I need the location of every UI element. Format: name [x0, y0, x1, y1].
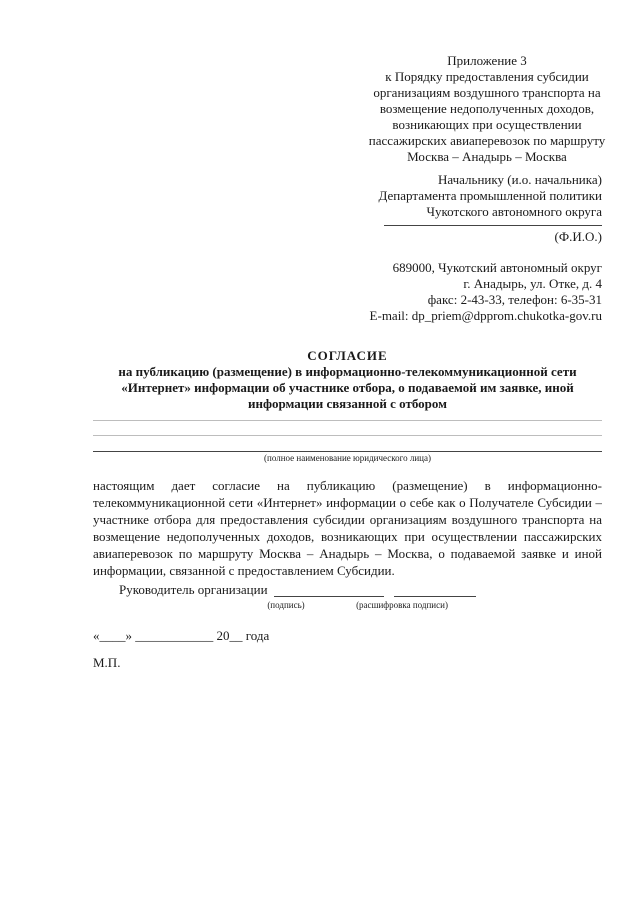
paragraph-line: участнике отбора для предоставления субсидии организациям воздушного транспорта на	[93, 512, 602, 527]
addressee-line: Начальнику (и.о. начальника)	[438, 172, 602, 187]
email-line: E-mail: dp_priem@dpprom.chukotka-gov.ru	[369, 308, 602, 323]
fio-underline	[384, 225, 602, 226]
consent-paragraph	[93, 477, 602, 579]
date-line: «____» ____________ 20__ года	[93, 628, 270, 643]
decoding-caption: (расшифровка подписи)	[356, 600, 448, 610]
org-name-line	[93, 451, 602, 452]
fio-label: (Ф.И.О.)	[554, 229, 602, 244]
appendix-line: к Порядку предоставления субсидии	[385, 69, 589, 84]
appendix-line: организациям воздушного транспорта на	[373, 85, 601, 100]
address-line: 689000, Чукотский автономный округ	[392, 260, 602, 275]
stamp-label: М.П.	[93, 655, 121, 670]
appendix-line: Приложение 3	[447, 53, 527, 68]
paragraph-line: информации, связанной с предоставлением Субсидии.	[93, 563, 395, 578]
address-line: г. Анадырь, ул. Отке, д. 4	[463, 276, 602, 291]
paragraph-line: настоящим дает согласие на публикацию (размещение) в информационно-	[93, 478, 602, 493]
decoding-line	[394, 596, 476, 597]
signature-caption: (подпись)	[267, 600, 305, 610]
addressee-line: Департамента промышленной политики	[378, 188, 602, 203]
title-line: информации связанной с отбором	[248, 396, 447, 411]
appendix-line: Москва – Анадырь – Москва	[407, 149, 567, 164]
paragraph-line: возмещение недополученных доходов, возникающих при осуществлении пассажирских	[93, 529, 602, 544]
appendix-line: возникающих при осуществлении	[392, 117, 582, 132]
paragraph-line: авиаперевозок по маршруту Москва – Анадырь – Москва, о подаваемой заявке и иной	[93, 546, 602, 561]
document-title: СОГЛАСИЕ	[307, 348, 388, 363]
title-line: «Интернет» информации об участнике отбора, о подаваемой им заявке, иной	[121, 380, 574, 395]
org-name-line	[93, 435, 602, 436]
org-name-line	[93, 420, 602, 421]
title-line: на публикацию (размещение) в информационно-телекоммуникационной сети	[118, 364, 577, 379]
signature-label: Руководитель организации	[119, 582, 268, 597]
org-name-caption: (полное наименование юридического лица)	[264, 453, 431, 463]
paragraph-line: телекоммуникационной сети «Интернет» информации о себе как о Получателе Субсидии –	[93, 495, 602, 510]
address-line: факс: 2-43-33, телефон: 6-35-31	[427, 292, 602, 307]
appendix-line: пассажирских авиаперевозок по маршруту	[368, 133, 606, 148]
addressee-line: Чукотского автономного округа	[426, 204, 602, 219]
signature-line	[274, 596, 384, 597]
appendix-line: возмещение недополученных доходов,	[379, 101, 595, 116]
